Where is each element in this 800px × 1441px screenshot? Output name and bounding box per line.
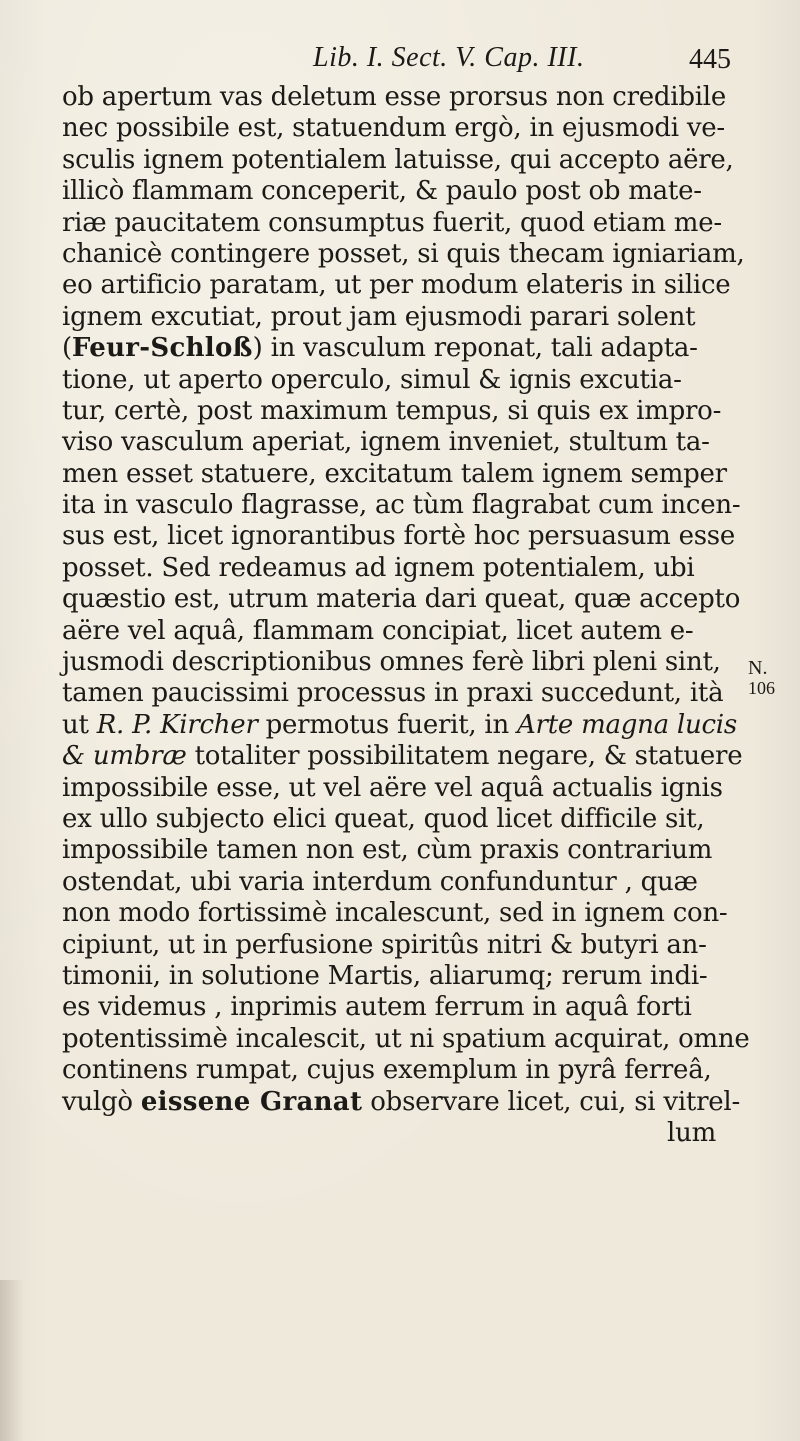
- text-segment: quæstio est, utrum materia dari queat, quæ accepto: [62, 584, 741, 615]
- text-segment: ob apertum vas deletum esse prorsus non credibile: [62, 82, 727, 112]
- blackletter-text: Feur-Schloß: [71, 333, 253, 364]
- text-line: [62, 867, 722, 898]
- text-line: [62, 333, 722, 364]
- text-segment: continens rumpat, cujus exemplum in pyrâ ferreâ,: [62, 1055, 712, 1086]
- text-line: [62, 961, 722, 992]
- text-segment: chanicè contingere posset, si quis thecam igniariam,: [62, 238, 745, 269]
- text-line: [62, 930, 722, 961]
- text-segment: vulgò: [62, 1086, 141, 1117]
- text-segment: posset. Sed redeamus ad ignem potentialem, ubi: [62, 552, 695, 583]
- text-segment: permotus fuerit, in: [257, 709, 518, 740]
- text-line: [62, 647, 722, 678]
- text-line: [62, 365, 722, 396]
- text-segment: timonii, in solutione Martis, aliarumq; rerum indi-: [62, 960, 708, 991]
- italic-text: Arte magna lucis: [517, 709, 737, 740]
- text-segment: riæ paucitatem consumptus fuerit, quod etiam me-: [62, 207, 722, 238]
- text-line: [62, 238, 745, 270]
- text-line: [62, 113, 725, 144]
- text-line: [62, 490, 741, 521]
- text-line: [62, 458, 727, 490]
- text-line: [62, 208, 722, 239]
- text-segment: es videmus , inprimis autem ferrum in aquâ forti: [62, 992, 692, 1023]
- page-number: 445: [689, 44, 731, 75]
- text-segment: ignem excutiat, prout jam ejusmodi parari solent: [62, 301, 696, 332]
- running-head-title: Lib. I. Sect. V. Cap. III.: [313, 42, 585, 73]
- text-segment: tur, certè, post maximum tempus, si quis ex impro-: [62, 395, 722, 426]
- text-line: [62, 616, 722, 647]
- text-segment: ostendat, ubi varia interdum confunduntur , quæ: [62, 866, 698, 897]
- text-line: [62, 678, 722, 709]
- text-line: [62, 270, 731, 301]
- text-segment: tione, ut aperto operculo, simul & ignis excutia-: [62, 364, 682, 395]
- text-line: [62, 1086, 741, 1118]
- text-line: [62, 773, 722, 804]
- text-segment: viso vasculum aperiat, ignem inveniet, stultum ta-: [62, 427, 710, 458]
- catchword: lum: [667, 1117, 716, 1148]
- text-line: [62, 804, 722, 835]
- text-segment: (: [62, 333, 72, 364]
- running-head: [0, 42, 800, 78]
- text-segment: illicò flammam conceperit, & paulo post ob mate-: [62, 176, 702, 207]
- text-segment: ) in vasculum reponat, tali adapta-: [252, 333, 698, 364]
- text-line: [62, 82, 727, 113]
- text-line: [62, 521, 736, 552]
- margin-note: [748, 658, 796, 698]
- italic-text: & umbræ: [62, 741, 187, 772]
- text-line: [62, 584, 741, 615]
- text-line: [62, 992, 722, 1023]
- text-segment: totaliter possibilitatem negare, & statuere: [186, 741, 743, 772]
- text-line: [62, 302, 722, 333]
- text-segment: eo artificio paratam, ut per modum elateris in silice: [62, 270, 731, 301]
- text-line: [62, 144, 734, 176]
- text-segment: tamen paucissimi processus in praxi succedunt, ità: [62, 678, 724, 709]
- margin-note-number: 106: [748, 678, 775, 698]
- text-line: [62, 176, 722, 207]
- text-line: [62, 1055, 722, 1086]
- blackletter-text: eissene Granat: [140, 1086, 363, 1117]
- italic-text: R. P. Kircher: [96, 709, 258, 740]
- text-segment: impossibile tamen non est, cùm praxis contrarium: [62, 835, 713, 866]
- text-segment: ita in vasculo flagrasse, ac tùm flagrabat cum incen-: [62, 490, 741, 521]
- text-segment: cipiunt, ut in perfusione spiritûs nitri & butyri an-: [62, 929, 707, 960]
- text-segment: impossibile esse, ut vel aëre vel aquâ actualis ignis: [62, 772, 723, 803]
- text-segment: non modo fortissimè incalescunt, sed in ignem con-: [62, 898, 728, 929]
- text-segment: ut: [62, 709, 97, 740]
- text-line: [62, 427, 722, 458]
- text-segment: nec possibile est, statuendum ergò, in ejusmodi ve-: [62, 113, 725, 144]
- text-segment: aëre vel aquâ, flammam concipiat, licet autem e-: [62, 615, 694, 646]
- text-line: [62, 741, 743, 772]
- text-segment: observare licet, cui, si vitrel-: [362, 1086, 741, 1117]
- margin-note-label: N.: [748, 657, 768, 679]
- text-segment: ex ullo subjecto elici queat, quod licet difficile sit,: [62, 803, 705, 834]
- text-segment: sculis ignem potentialem latuisse, qui accepto aëre,: [62, 144, 734, 175]
- text-line: [62, 835, 722, 866]
- page-edge-shadow: [0, 1280, 24, 1441]
- text-segment: sus est, licet ignorantibus fortè hoc persuasum esse: [62, 521, 736, 552]
- body-text: [62, 82, 750, 1149]
- text-segment: jusmodi descriptionibus omnes ferè libri pleni sint,: [62, 647, 721, 678]
- text-line: [62, 396, 722, 427]
- text-line: [62, 1023, 750, 1055]
- text-line: [62, 898, 728, 929]
- text-segment: men esset statuere, excitatum talem ignem semper: [62, 458, 727, 489]
- text-line: [62, 709, 737, 741]
- text-line: [62, 553, 722, 584]
- text-segment: potentissimè incalescit, ut ni spatium acquirat, omne: [62, 1023, 750, 1054]
